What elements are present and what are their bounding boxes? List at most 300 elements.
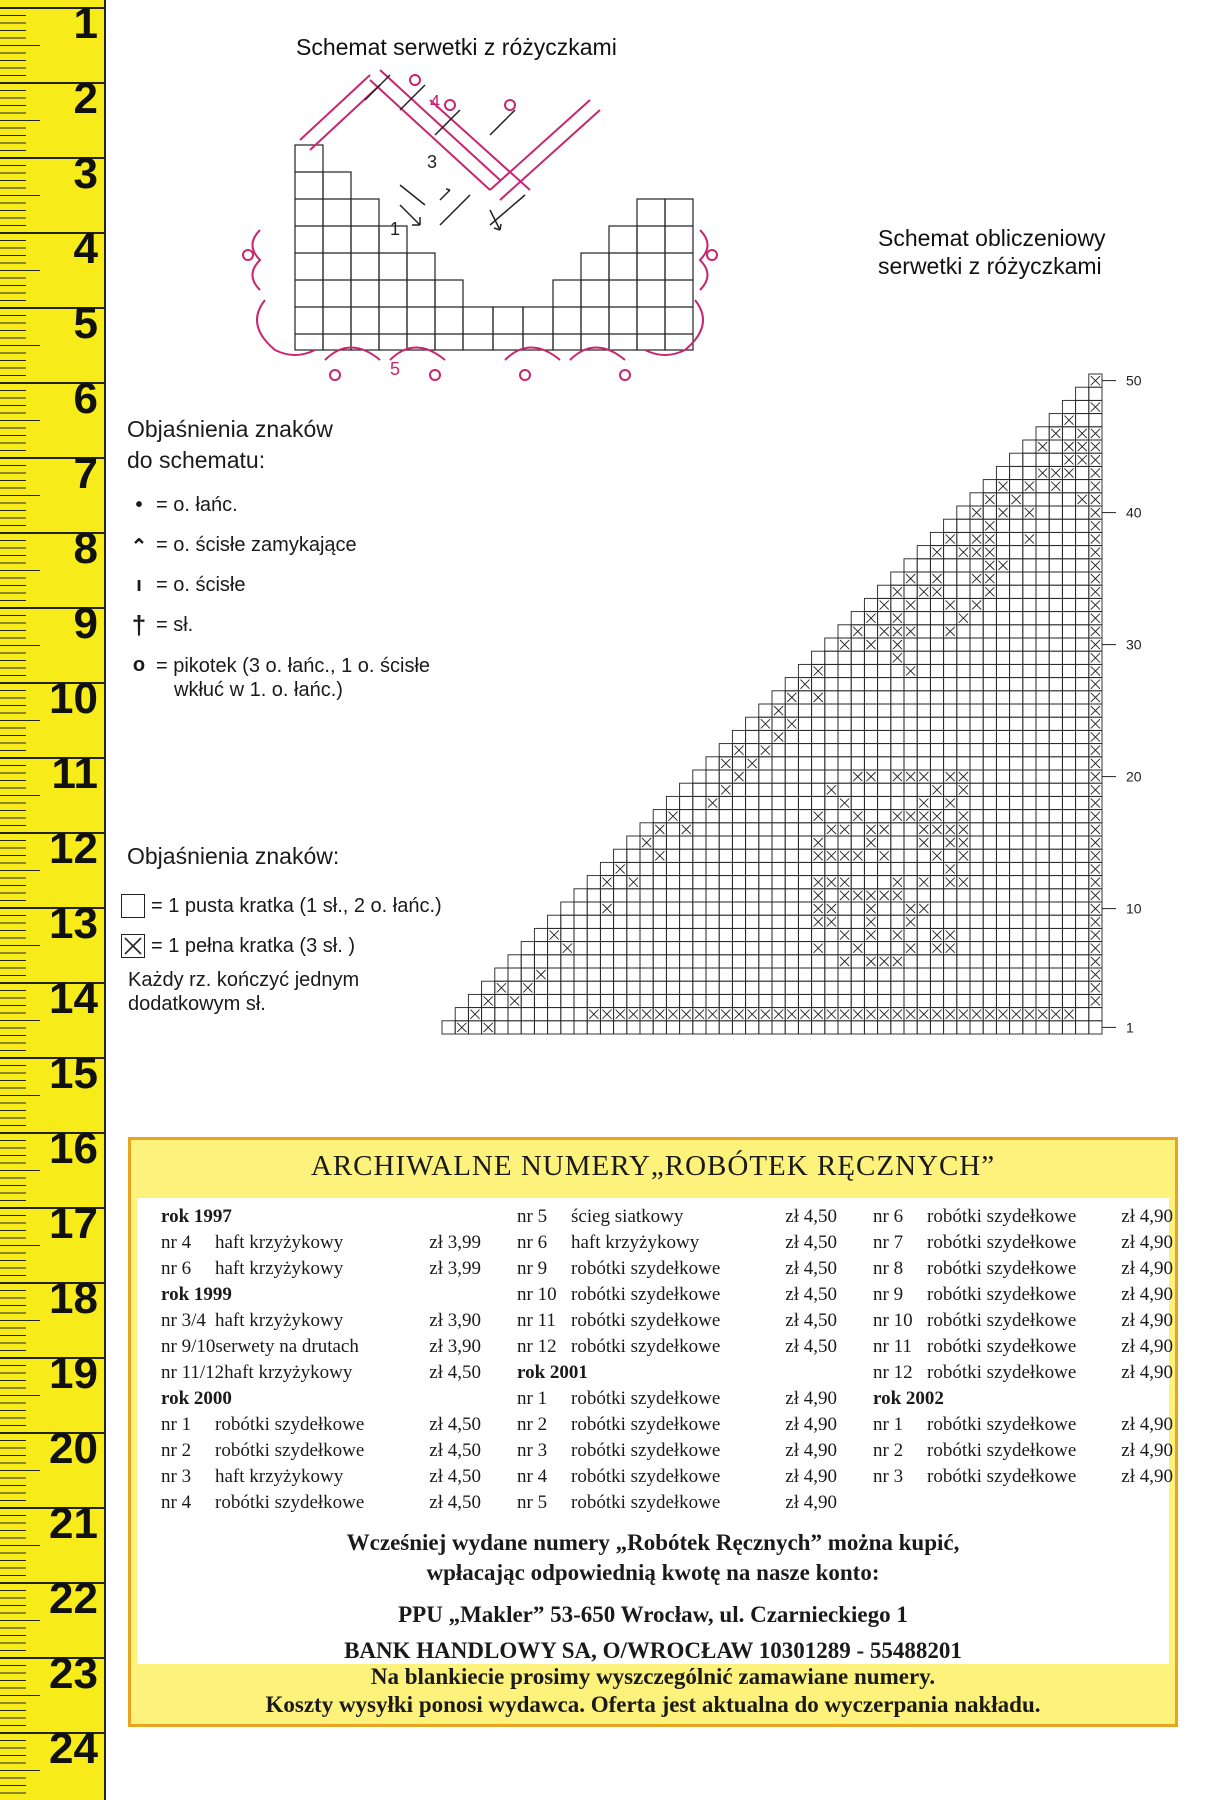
filet-cell: [759, 1021, 772, 1034]
row-label: 10: [1126, 900, 1142, 917]
filet-cell: [1023, 876, 1036, 889]
filet-cross: [827, 917, 836, 926]
issue-topic: robótki szydełkowe: [571, 1466, 721, 1487]
filet-cell: [666, 823, 679, 836]
filet-cell: [904, 638, 917, 651]
filet-cross: [972, 508, 981, 517]
issue-price: zł 4,50: [785, 1336, 837, 1357]
filet-cell: [1049, 704, 1062, 717]
filet-cell: [851, 744, 864, 757]
filet-cell: [1076, 546, 1089, 559]
filet-cell: [851, 664, 864, 677]
filet-cell: [812, 770, 825, 783]
filet-cell: [983, 862, 996, 875]
filet-cell: [693, 889, 706, 902]
row-label: 20: [1126, 768, 1142, 785]
filet-cell: [1023, 796, 1036, 809]
filet-cell: [851, 902, 864, 915]
filet-cell: [983, 928, 996, 941]
filet-cell: [812, 651, 825, 664]
filet-cell: [1062, 717, 1075, 730]
filet-cell: [878, 796, 891, 809]
filet-cell: [983, 678, 996, 691]
filet-cell: [970, 744, 983, 757]
filet-cross: [932, 851, 941, 860]
filet-cell: [680, 902, 693, 915]
filet-cell: [719, 968, 732, 981]
filet-cell: [1023, 928, 1036, 941]
filet-cell: [983, 730, 996, 743]
filet-cell: [812, 744, 825, 757]
filet-cell: [957, 744, 970, 757]
filet-cross: [866, 640, 875, 649]
filet-cell: [746, 876, 759, 889]
filet-cross: [1091, 680, 1100, 689]
filet-cross: [1091, 812, 1100, 821]
filet-cell: [1049, 493, 1062, 506]
filet-cell: [732, 915, 745, 928]
filet-cell: [640, 942, 653, 955]
issue-number: nr 6: [517, 1232, 548, 1253]
filet-cell: [957, 638, 970, 651]
ruler-number: 11: [51, 749, 98, 798]
filet-cross: [853, 891, 862, 900]
filet-cell: [983, 902, 996, 915]
filet-cross: [814, 878, 823, 887]
issue-price: zł 4,90: [785, 1414, 837, 1435]
filet-cell: [719, 823, 732, 836]
filet-cell: [891, 717, 904, 730]
filet-cell: [930, 796, 943, 809]
filet-cross: [1091, 785, 1100, 794]
issue-topic: haft krzyżykowy: [215, 1310, 344, 1331]
issue-topic: robótki szydełkowe: [927, 1336, 1077, 1357]
archive-year: rok 1999: [161, 1284, 232, 1305]
filet-cross: [932, 574, 941, 583]
filet-cell: [996, 532, 1009, 545]
filet-cell: [772, 691, 785, 704]
legend-item-double: [128, 610, 194, 640]
filet-cell: [996, 638, 1009, 651]
filet-cell: [812, 823, 825, 836]
issue-number: nr 1: [517, 1388, 548, 1409]
filet-cell: [1049, 414, 1062, 427]
filet-cross: [880, 851, 889, 860]
filet-cell: [996, 823, 1009, 836]
filet-cell: [812, 678, 825, 691]
filet-cell: [732, 942, 745, 955]
filet-cell: [732, 1021, 745, 1034]
filet-cell: [970, 612, 983, 625]
filet-cell: [719, 744, 732, 757]
filet-cell: [970, 928, 983, 941]
grid-title: [878, 224, 1106, 280]
filet-cell: [1076, 796, 1089, 809]
filet-cell: [970, 862, 983, 875]
filet-cell: [812, 796, 825, 809]
filet-cell: [534, 955, 547, 968]
filet-cross: [721, 1010, 730, 1019]
archive-year: rok 2000: [161, 1388, 232, 1409]
filet-cross: [523, 983, 532, 992]
filet-cell: [587, 928, 600, 941]
filet-cell: [759, 981, 772, 994]
filet-cell: [996, 783, 1009, 796]
filet-cell: [1036, 902, 1049, 915]
filet-cell: [746, 942, 759, 955]
filet-cross: [1051, 1010, 1060, 1019]
filet-cell: [983, 942, 996, 955]
issue-number: nr 11: [873, 1336, 912, 1357]
filet-cross: [1091, 904, 1100, 913]
filet-cell: [1036, 730, 1049, 743]
filet-cross: [853, 851, 862, 860]
filet-cell: [944, 651, 957, 664]
filet-cell: [825, 810, 838, 823]
filet-cell: [1089, 387, 1102, 400]
filet-cell: [970, 730, 983, 743]
filet-cell: [759, 889, 772, 902]
filet-cell: [1036, 744, 1049, 757]
filet-cell: [970, 810, 983, 823]
filet-cell: [455, 1008, 468, 1021]
filet-cell: [1010, 625, 1023, 638]
filet-cell: [521, 968, 534, 981]
filet-cell: [1036, 493, 1049, 506]
archive-item: [517, 1490, 837, 1516]
filet-cross: [682, 825, 691, 834]
filet-cell: [666, 915, 679, 928]
filet-cell: [468, 994, 481, 1007]
filet-cell: [798, 876, 811, 889]
filet-cross: [761, 1010, 770, 1019]
filet-cell: [1023, 955, 1036, 968]
issue-number: nr 7: [873, 1232, 904, 1253]
filet-cell: [680, 968, 693, 981]
filet-cell: [1036, 810, 1049, 823]
filet-cell: [1010, 678, 1023, 691]
filet-cell: [521, 1021, 534, 1034]
filet-cell: [1076, 1008, 1089, 1021]
filet-cell: [1062, 955, 1075, 968]
filet-cell: [1010, 915, 1023, 928]
filet-cell: [1023, 704, 1036, 717]
filet-cell: [719, 955, 732, 968]
filet-cell: [1036, 638, 1049, 651]
filet-cross: [946, 864, 955, 873]
filet-cell: [1049, 598, 1062, 611]
filet-cell: [957, 942, 970, 955]
archive-year: rok 2002: [873, 1388, 944, 1409]
filet-cell: [482, 1008, 495, 1021]
filet-cross: [668, 812, 677, 821]
filet-cell: [878, 717, 891, 730]
filet-cell: [772, 968, 785, 981]
filet-cell: [1023, 625, 1036, 638]
archive-title: ARCHIWALNE NUMERY„ROBÓTEK RĘCZNYCH”: [310, 1150, 996, 1182]
filet-cell: [1036, 942, 1049, 955]
filet-cell: [970, 942, 983, 955]
filet-cross: [774, 706, 783, 715]
issue-price: zł 4,90: [785, 1492, 837, 1513]
filet-cell: [1023, 889, 1036, 902]
filet-cross: [536, 970, 545, 979]
filet-cross: [721, 785, 730, 794]
filet-cell: [996, 757, 1009, 770]
filet-cell: [1010, 849, 1023, 862]
filet-cell: [693, 968, 706, 981]
filet-cell: [944, 519, 957, 532]
legend-item-closing: [128, 534, 357, 559]
filet-cell: [983, 625, 996, 638]
filet-cross: [972, 1010, 981, 1019]
filet-cell: [772, 862, 785, 875]
filet-cell: [706, 981, 719, 994]
filet-cell: [1036, 598, 1049, 611]
filet-cell: [944, 757, 957, 770]
filet-cell: [548, 981, 561, 994]
filet-cross: [840, 825, 849, 834]
filet-cell: [891, 915, 904, 928]
filet-cell: [996, 691, 1009, 704]
filet-cell: [838, 744, 851, 757]
filet-cell: [917, 1021, 930, 1034]
filet-cell: [878, 783, 891, 796]
filet-cross: [880, 600, 889, 609]
filet-cell: [983, 506, 996, 519]
filet-cell: [1036, 849, 1049, 862]
filet-cell: [1076, 651, 1089, 664]
archive-column-3: [873, 1204, 1173, 1490]
filet-cell: [1076, 968, 1089, 981]
filet-cell: [785, 757, 798, 770]
archive-item: [161, 1334, 481, 1360]
filet-cross: [853, 627, 862, 636]
filet-cross: [629, 878, 638, 887]
filet-cross: [840, 1010, 849, 1019]
filet-cell: [1036, 664, 1049, 677]
filet-cell: [772, 744, 785, 757]
filet-cell: [614, 981, 627, 994]
filet-cell: [587, 1021, 600, 1034]
filet-cross: [1025, 534, 1034, 543]
filet-cell: [561, 1008, 574, 1021]
filet-cell: [983, 981, 996, 994]
filet-cell: [798, 691, 811, 704]
filet-cell: [693, 981, 706, 994]
filet-cross: [985, 521, 994, 530]
issue-topic: robótki szydełkowe: [215, 1440, 365, 1461]
issue-topic: robótki szydełkowe: [927, 1362, 1077, 1383]
filet-cell: [996, 717, 1009, 730]
filet-cross: [866, 891, 875, 900]
filet-cell: [957, 928, 970, 941]
filet-cell: [772, 876, 785, 889]
filet-cross: [919, 878, 928, 887]
filet-cell: [1062, 1021, 1075, 1034]
issue-number: nr 12: [873, 1362, 913, 1383]
filet-cell: [838, 902, 851, 915]
archive-item: [873, 1282, 1173, 1308]
filet-cell: [970, 757, 983, 770]
filet-cross: [1091, 455, 1100, 464]
filet-cell: [944, 612, 957, 625]
filet-cell: [1076, 664, 1089, 677]
filet-cell: [1062, 994, 1075, 1007]
filet-cell: [746, 810, 759, 823]
legend-title: [127, 414, 333, 476]
filet-cross: [1091, 693, 1100, 702]
filet-cell: [1062, 836, 1075, 849]
filet-cell: [746, 862, 759, 875]
filet-cross: [853, 772, 862, 781]
filet-cell: [600, 862, 613, 875]
filet-cell: [772, 889, 785, 902]
filet-cell: [904, 981, 917, 994]
filet-cell: [1049, 810, 1062, 823]
filet-cell: [944, 678, 957, 691]
filet-cell: [1036, 453, 1049, 466]
filet-cell: [864, 1021, 877, 1034]
filet-cross: [959, 785, 968, 794]
filet-cell: [930, 836, 943, 849]
filet-cell: [732, 757, 745, 770]
filet-cell: [1076, 783, 1089, 796]
filet-cell: [970, 849, 983, 862]
filet-cell: [996, 968, 1009, 981]
filet-cell: [732, 783, 745, 796]
filet-cross: [708, 798, 717, 807]
filet-cross: [906, 812, 915, 821]
filet-cross: [1091, 825, 1100, 834]
filet-cell: [891, 783, 904, 796]
diagram-label-5: 5: [390, 359, 401, 379]
filet-cell: [812, 704, 825, 717]
filet-cell: [719, 994, 732, 1007]
filet-cell: [693, 862, 706, 875]
filet-cell: [785, 836, 798, 849]
filet-cell: [732, 796, 745, 809]
filet-cross: [919, 812, 928, 821]
filet-cell: [970, 638, 983, 651]
filet-cell: [1076, 757, 1089, 770]
filet-cross: [932, 587, 941, 596]
filet-cell: [1049, 559, 1062, 572]
filet-cell: [627, 1021, 640, 1034]
filet-cell: [851, 651, 864, 664]
filet-cell: [653, 928, 666, 941]
filet-cell: [944, 717, 957, 730]
filet-cross: [827, 1010, 836, 1019]
filet-cell: [917, 572, 930, 585]
filet-cell: [1023, 810, 1036, 823]
filet-cell: [930, 744, 943, 757]
filet-cell: [1023, 836, 1036, 849]
filet-cross: [866, 1010, 875, 1019]
row-label: 30: [1126, 636, 1142, 653]
filet-cross: [840, 930, 849, 939]
filet-cell: [1062, 783, 1075, 796]
filet-cell: [627, 942, 640, 955]
filet-cell: [1076, 942, 1089, 955]
filet-cross: [906, 600, 915, 609]
filet-cross: [484, 1023, 493, 1032]
filet-cell: [957, 981, 970, 994]
filet-cell: [1062, 572, 1075, 585]
filet-cell: [666, 876, 679, 889]
issue-topic: robótki szydełkowe: [571, 1310, 721, 1331]
issue-number: nr 10: [873, 1310, 913, 1331]
filet-cell: [957, 717, 970, 730]
filet-cell: [838, 994, 851, 1007]
filet-cell: [534, 994, 547, 1007]
filet-cell: [798, 717, 811, 730]
filet-cross: [880, 1010, 889, 1019]
filet-cross: [787, 719, 796, 728]
filet-cell: [1023, 757, 1036, 770]
legend-symbol: ı: [136, 574, 142, 596]
filet-cell: [891, 572, 904, 585]
filet-cell: [1062, 598, 1075, 611]
filet-cross: [589, 1010, 598, 1019]
filet-cell: [957, 572, 970, 585]
filet-cell: [442, 1021, 455, 1034]
filet-cross: [1051, 429, 1060, 438]
issue-topic: robótki szydełkowe: [927, 1440, 1077, 1461]
filet-cell: [1076, 876, 1089, 889]
filet-cross: [1091, 746, 1100, 755]
filet-cell: [996, 466, 1009, 479]
filet-cell: [864, 783, 877, 796]
filet-cell: [904, 968, 917, 981]
filet-cross: [906, 666, 915, 675]
filet-cross: [893, 930, 902, 939]
filet-cell: [1076, 704, 1089, 717]
filet-cell: [917, 849, 930, 862]
filet-cell: [930, 612, 943, 625]
ruler-number: 16: [49, 1124, 98, 1173]
filet-cell: [1036, 572, 1049, 585]
filet-cross: [1091, 851, 1100, 860]
filet-cell: [1036, 585, 1049, 598]
filet-cell: [1062, 902, 1075, 915]
filet-cell: [600, 994, 613, 1007]
filet-cell: [574, 942, 587, 955]
filet-cell: [1023, 572, 1036, 585]
filet-cell: [1062, 678, 1075, 691]
filet-cell: [1089, 1021, 1102, 1034]
filet-cell: [996, 625, 1009, 638]
filet-cross: [985, 495, 994, 504]
filet-cell: [495, 994, 508, 1007]
filet-cell: [1023, 823, 1036, 836]
filet-cell: [1010, 480, 1023, 493]
filet-cell: [1049, 572, 1062, 585]
filet-cell: [587, 889, 600, 902]
filet-cell: [983, 876, 996, 889]
filet-cross: [946, 930, 955, 939]
filet-cell: [1049, 902, 1062, 915]
filet-cell: [614, 994, 627, 1007]
issue-topic: robótki szydełkowe: [927, 1310, 1077, 1331]
filet-cell: [1010, 453, 1023, 466]
filet-cell: [1023, 849, 1036, 862]
filet-cell: [508, 968, 521, 981]
issue-price: zł 4,50: [429, 1440, 481, 1461]
filet-cell: [1062, 625, 1075, 638]
issue-price: zł 4,90: [785, 1466, 837, 1487]
filet-cell: [1010, 994, 1023, 1007]
